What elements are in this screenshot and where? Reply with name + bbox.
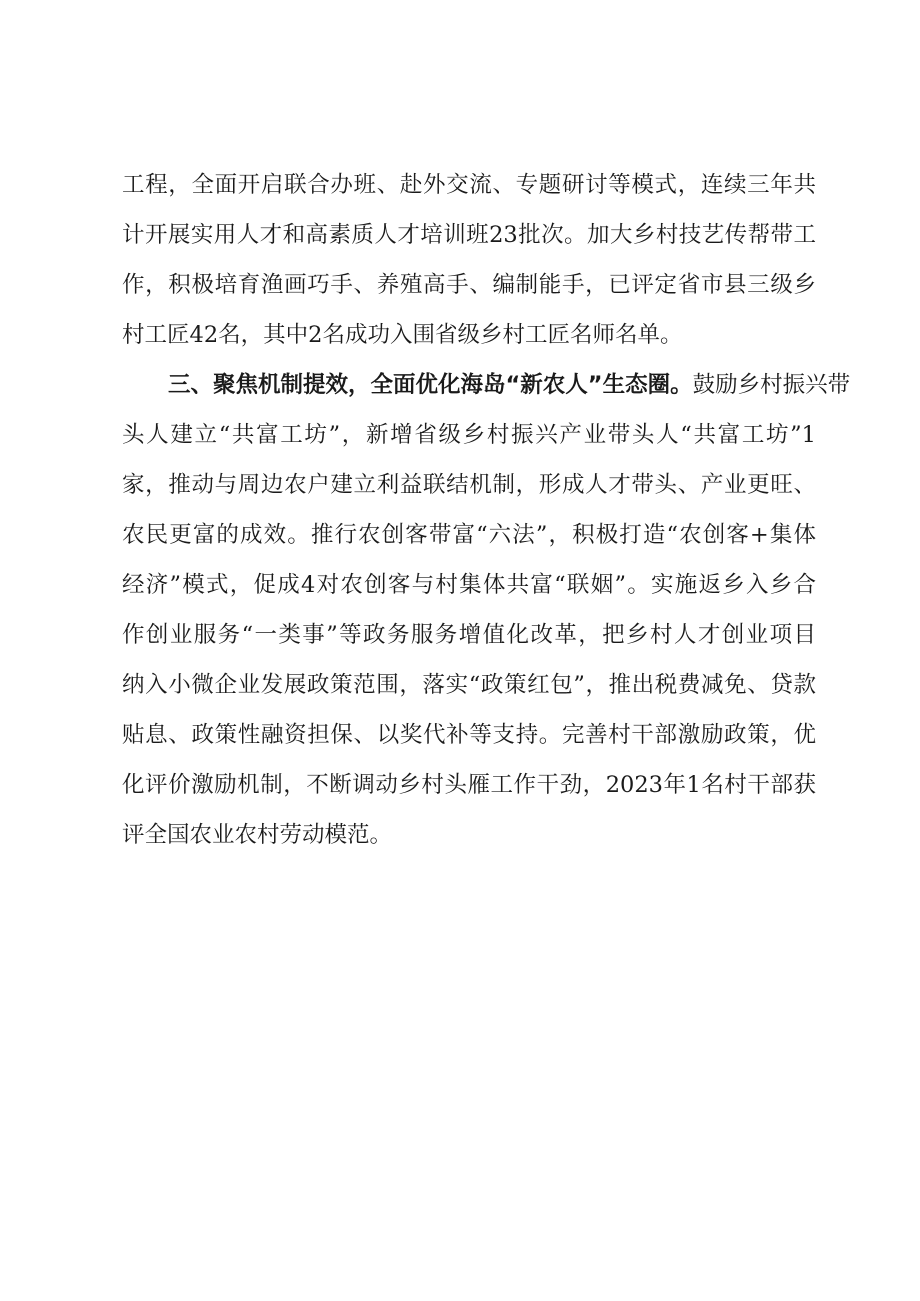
paragraph-line: 贴息、政策性融资担保、以奖代补等支持。完善村干部激励政策，优 — [122, 722, 816, 748]
paragraph-line: 纳入小微企业发展政策范围，落实“政策红包”，推出税费减免、贷款 — [122, 672, 816, 698]
paragraph-2 — [122, 360, 851, 860]
paragraph-first-line — [122, 360, 851, 410]
paragraph-line: 工程，全面开启联合办班、赴外交流、专题研讨等模式，连续三年共 — [122, 172, 816, 198]
paragraph-line: 计开展实用人才和高素质人才培训班23批次。加大乡村技艺传帮带工 — [122, 222, 816, 248]
paragraph-line: 评全国农业农村劳动模范。 — [122, 822, 393, 848]
paragraph-line: 头人建立“共富工坊”，新增省级乡村振兴产业带头人“共富工坊”1 — [122, 422, 816, 448]
section-heading: 三、聚焦机制提效，全面优化海岛“新农人”生态圈。 — [168, 372, 693, 398]
paragraph-line: 农民更富的成效。推行农创客带富“六法”，积极打造“农创客+集体 — [122, 522, 816, 548]
paragraph-line: 作，积极培育渔画巧手、养殖高手、编制能手，已评定省市县三级乡 — [122, 272, 816, 298]
paragraph-line: 化评价激励机制，不断调动乡村头雁工作干劲，2023年1名村干部获 — [122, 772, 816, 798]
paragraph-text: 鼓励乡村振兴带 — [692, 372, 851, 398]
paragraph-line: 家，推动与周边农户建立利益联结机制，形成人才带头、产业更旺、 — [122, 472, 816, 498]
paragraph-line: 作创业服务“一类事”等政务服务增值化改革，把乡村人才创业项目 — [122, 622, 816, 648]
paragraph-line: 经济”模式，促成4对农创客与村集体共富“联姻”。实施返乡入乡合 — [122, 572, 816, 598]
paragraph-1 — [122, 160, 816, 360]
paragraph-line: 村工匠42名，其中2名成功入围省级乡村工匠名师名单。 — [122, 322, 683, 348]
document-page — [122, 160, 851, 860]
